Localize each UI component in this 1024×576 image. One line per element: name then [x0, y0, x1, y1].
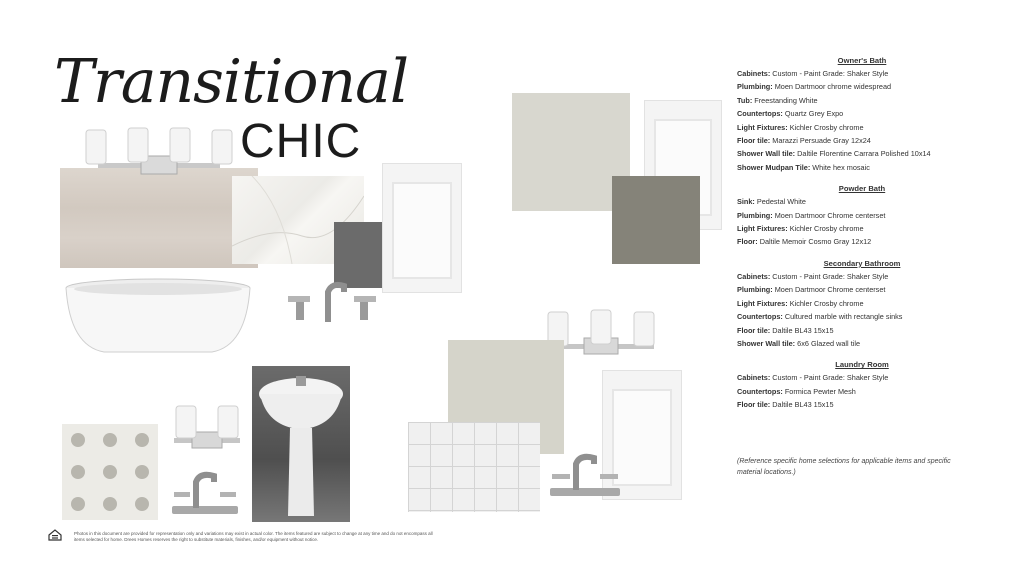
patterned-floor-tile-swatch	[62, 424, 158, 520]
freestanding-tub-image	[64, 276, 252, 356]
spec-row: Light Fixtures: Kichler Crosby chrome	[737, 224, 864, 234]
pedestal-sink-image	[252, 366, 350, 522]
spec-row: Floor tile: Daltile BL43 15x15	[737, 325, 834, 335]
vanity-light-2-icon	[170, 402, 244, 452]
spec-row: Plumbing: Moen Dartmoor chrome widespread	[737, 82, 892, 92]
centerset-faucet-icon-2	[168, 466, 242, 518]
spec-row: Countertops: Quartz Grey Expo	[737, 109, 844, 119]
spec-row: Cabinets: Custom - Paint Grade: Shaker Style	[737, 69, 889, 78]
spec-row: Sink: Pedestal White	[737, 197, 806, 207]
spec-row: Plumbing: Moen Dartmoor Chrome centerset	[737, 285, 886, 295]
section-laundry-room	[737, 358, 987, 411]
spec-row: Floor tile: Marazzi Persuade Gray 12x24	[737, 136, 871, 146]
spec-row: Countertops: Cultured marble with rectangle sinks	[737, 312, 903, 322]
section-heading: Powder Bath	[838, 184, 886, 194]
page-title-caps: CHIC	[240, 115, 362, 168]
spec-row: Shower Mudpan Tile: White hex mosaic	[737, 162, 870, 172]
spec-row: Shower Wall tile: Daltile Florentine Carrara Polished 10x14	[737, 149, 931, 159]
spec-row: Countertops: Formica Pewter Mesh	[737, 386, 856, 396]
wood-floor-tile-swatch	[60, 168, 258, 268]
disclaimer-text: Photos in this document are provided for representation only and variations may exist in actual color. The items featured are subject to change at any time and do not encompass all items selected for home. Drees Homes reserves the right to substitute materials, finishes, and/or equipment without notice.	[74, 531, 433, 542]
section-secondary-bath	[737, 257, 987, 350]
section-powder-bath	[737, 182, 987, 249]
spec-row: Shower Wall tile: 6x6 Glazed wall tile	[737, 338, 861, 348]
spec-row: Light Fixtures: Kichler Crosby chrome	[737, 122, 864, 132]
section-heading: Owner's Bath	[837, 56, 887, 65]
spec-row: Tub: Freestanding White	[737, 95, 818, 105]
section-heading: Secondary Bathroom	[823, 258, 901, 268]
section-heading: Laundry Room	[835, 360, 889, 370]
spec-row: Floor tile: Daltile BL43 15x15	[737, 400, 834, 410]
shaker-cabinet-door-swatch	[382, 163, 462, 293]
centerset-faucet-icon	[546, 448, 624, 500]
spec-row: Plumbing: Moen Dartmoor Chrome centerset	[737, 210, 886, 220]
selections-list	[737, 54, 987, 420]
spec-row: Cabinets: Custom - Paint Grade: Shaker Style	[737, 271, 889, 281]
spec-row: Cabinets: Custom - Paint Grade: Shaker Style	[737, 373, 889, 383]
vanity-light-4-icon	[78, 126, 240, 178]
spec-row: Light Fixtures: Kichler Crosby chrome	[737, 298, 864, 308]
gray-floor-tile-swatch	[612, 176, 700, 264]
equal-housing-icon	[48, 528, 62, 540]
spec-row: Floor: Daltile Memoir Cosmo Gray 12x12	[737, 237, 872, 247]
reference-note: (Reference specific home selections for applicable items and specific material locations.)	[737, 458, 951, 476]
subway-tile-swatch	[408, 422, 540, 512]
section-owners-bath	[737, 54, 987, 174]
widespread-faucet-icon	[286, 278, 378, 328]
page-title-script: Transitional	[54, 47, 409, 117]
